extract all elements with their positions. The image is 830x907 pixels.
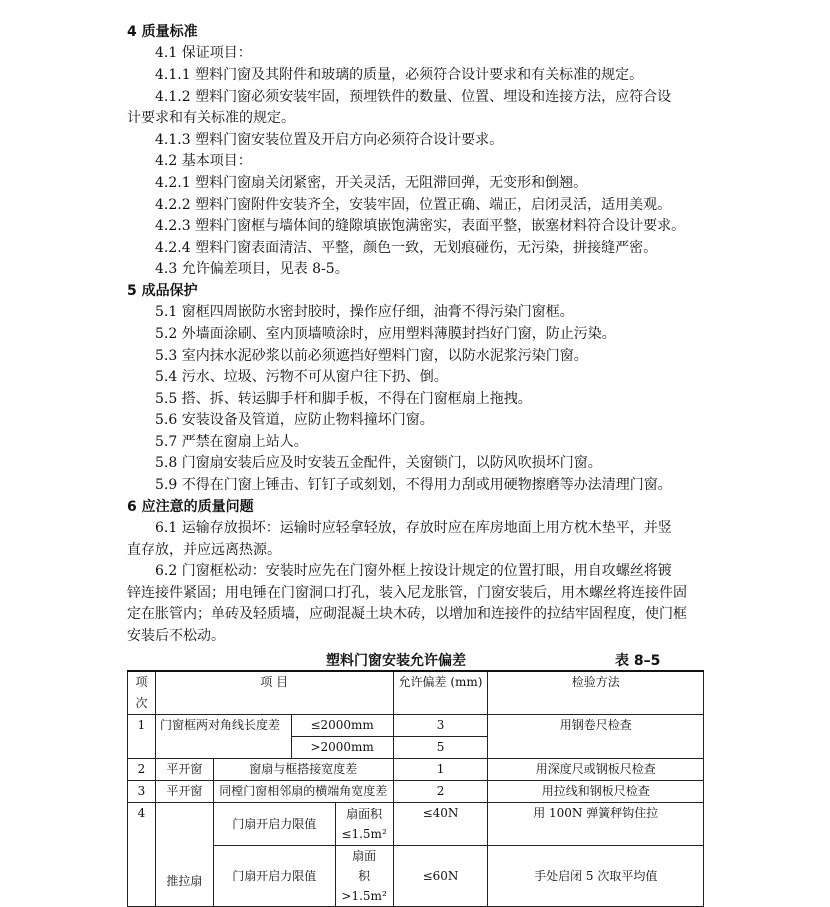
row4-sub2-b: 积>1.5m² xyxy=(341,869,387,903)
row4-value2: ≤60N xyxy=(393,846,488,907)
row1-no: 1 xyxy=(128,715,156,759)
para-5-5: 5.5 搭、拆、转运脚手杆和脚手板，不得在门窗框扇上拖拽。 xyxy=(155,391,532,407)
para-4-1: 4.1 保证项目： xyxy=(155,45,252,61)
row1-cond2: >2000mm xyxy=(291,737,393,759)
para-4-2-3: 4.2.3 塑料门窗框与墙体间的缝隙填嵌饱满密实，表面平整，嵌塞材料符合设计要求。 xyxy=(155,218,686,234)
row4-sub2-a: 扇面 xyxy=(352,849,377,863)
section-6-heading: 6 应注意的质量问题 xyxy=(127,499,254,515)
row4-item2: 门扇开启力限值 xyxy=(213,846,335,907)
table-row xyxy=(128,759,704,781)
para-4-1-2-cont: 计要求和有关标准的规定。 xyxy=(127,110,295,126)
row1-value2: 5 xyxy=(393,737,488,759)
section-5-heading: 5 成品保护 xyxy=(127,283,198,299)
row2-value: 1 xyxy=(393,759,488,781)
row4-value1: ≤40N xyxy=(393,803,488,846)
para-5-9: 5.9 不得在门窗上锤击、钉钉子或刻划，不得用力刮或用硬物擦磨等办法清理门窗。 xyxy=(155,477,672,493)
header-item-no-2: 次 xyxy=(128,693,156,715)
header-tolerance: 允许偏差 (mm) xyxy=(393,671,488,715)
row4-cat: 推拉扇 xyxy=(155,803,213,907)
table-number: 表 8–5 xyxy=(615,653,661,669)
row3-no: 3 xyxy=(128,781,156,803)
row4-method1: 用 100N 弹簧秤钩住拉 xyxy=(488,803,704,846)
row1-item: 门窗框两对角线长度差 xyxy=(155,715,291,759)
row1-cond1: ≤2000mm xyxy=(291,715,393,737)
para-4-1-3: 4.1.3 塑料门窗安装位置及开启方向必须符合设计要求。 xyxy=(155,132,504,148)
table-row xyxy=(128,846,704,907)
row2-cat: 平开窗 xyxy=(155,759,213,781)
table-header-row xyxy=(128,671,704,693)
para-6-2-cont-2: 定在胀管内；单砖及轻质墙，应砌混凝土块木砖，以增加和连接件的拉结牢固程度，使门框 xyxy=(127,606,687,622)
row4-no: 4 xyxy=(128,803,156,907)
para-6-2-cont-3: 安装后不松动。 xyxy=(127,628,225,644)
section-4-heading: 4 质量标准 xyxy=(127,24,198,40)
para-5-4: 5.4 污水、垃圾、污物不可从窗户往下扔、倒。 xyxy=(155,369,448,385)
row4-sub1-a: 扇面积 xyxy=(346,807,383,821)
row4-method2: 手处启闭 5 次取平均值 xyxy=(488,846,704,907)
para-4-3: 4.3 允许偏差项目，见表 8-5。 xyxy=(155,261,349,277)
row3-method: 用拉线和钢板尺检查 xyxy=(488,781,704,803)
para-4-2-2: 4.2.2 塑料门窗附件安装齐全，安装牢固，位置正确、端正，启闭灵活，适用美观。 xyxy=(155,197,672,213)
tolerance-table xyxy=(127,670,704,907)
para-5-8: 5.8 门窗扇安装后应及时安装五金配件，关窗锁门，以防风吹损坏门窗。 xyxy=(155,455,602,471)
para-5-1: 5.1 窗框四周嵌防水密封胶时，操作应仔细，油膏不得污染门窗框。 xyxy=(155,304,574,320)
row3-cat: 平开窗 xyxy=(155,781,213,803)
para-6-1: 6.1 运输存放损坏：运输时应轻拿轻放，存放时应在库房地面上用方枕木垫平，并竖 xyxy=(155,520,672,536)
row4-sub2 xyxy=(335,846,393,907)
para-4-1-2: 4.1.2 塑料门窗必须安装牢固，预埋铁件的数量、位置、埋设和连接方法，应符合设 xyxy=(155,89,672,105)
para-4-2: 4.2 基本项目： xyxy=(155,153,252,169)
table-row xyxy=(128,715,704,737)
para-4-1-1: 4.1.1 塑料门窗及其附件和玻璃的质量，必须符合设计要求和有关标准的规定。 xyxy=(155,67,644,83)
para-6-2: 6.2 门窗框松动：安装时应先在门窗外框上按设计规定的位置打眼，用自攻螺丝将镀 xyxy=(155,563,672,579)
header-item-no: 项 xyxy=(128,671,156,693)
row4-item1: 门扇开启力限值 xyxy=(213,803,335,846)
row4-sub1 xyxy=(335,803,393,846)
row1-value1: 3 xyxy=(393,715,488,737)
table-row xyxy=(128,781,704,803)
row2-no: 2 xyxy=(128,759,156,781)
para-4-2-4: 4.2.4 塑料门窗表面清洁、平整，颜色一致，无划痕碰伤，无污染，拼接缝严密。 xyxy=(155,240,658,256)
row3-item: 同樘门窗相邻扇的横端角宽度差 xyxy=(213,781,393,803)
row4-sub1-b: ≤1.5m² xyxy=(341,827,387,841)
row1-method: 用钢卷尺检查 xyxy=(488,715,704,759)
header-method: 检验方法 xyxy=(488,671,704,715)
header-item: 项 目 xyxy=(155,671,393,715)
row2-method: 用深度尺或钢板尺检查 xyxy=(488,759,704,781)
row2-item: 窗扇与框搭接宽度差 xyxy=(213,759,393,781)
row3-value: 2 xyxy=(393,781,488,803)
para-5-3: 5.3 室内抹水泥砂浆以前必须遮挡好塑料门窗，以防水泥浆污染门窗。 xyxy=(155,348,588,364)
table-title: 塑料门窗安装允许偏差 xyxy=(326,653,466,669)
table-row xyxy=(128,803,704,846)
para-6-1-cont: 直存放，并应远离热源。 xyxy=(127,542,281,558)
para-5-2: 5.2 外墙面涂刷、室内顶墙喷涂时，应用塑料薄膜封挡好门窗，防止污染。 xyxy=(155,326,616,342)
para-5-6: 5.6 安装设备及管道，应防止物料撞坏门窗。 xyxy=(155,412,434,428)
para-5-7: 5.7 严禁在窗扇上站人。 xyxy=(155,434,308,450)
para-4-2-1: 4.2.1 塑料门窗扇关闭紧密，开关灵活，无阻滞回弹，无变形和倒翘。 xyxy=(155,175,588,191)
para-6-2-cont-1: 锌连接件紧固；用电锤在门窗洞口打孔，装入尼龙胀管，门窗安装后，用木螺丝将连接件固 xyxy=(127,585,687,601)
